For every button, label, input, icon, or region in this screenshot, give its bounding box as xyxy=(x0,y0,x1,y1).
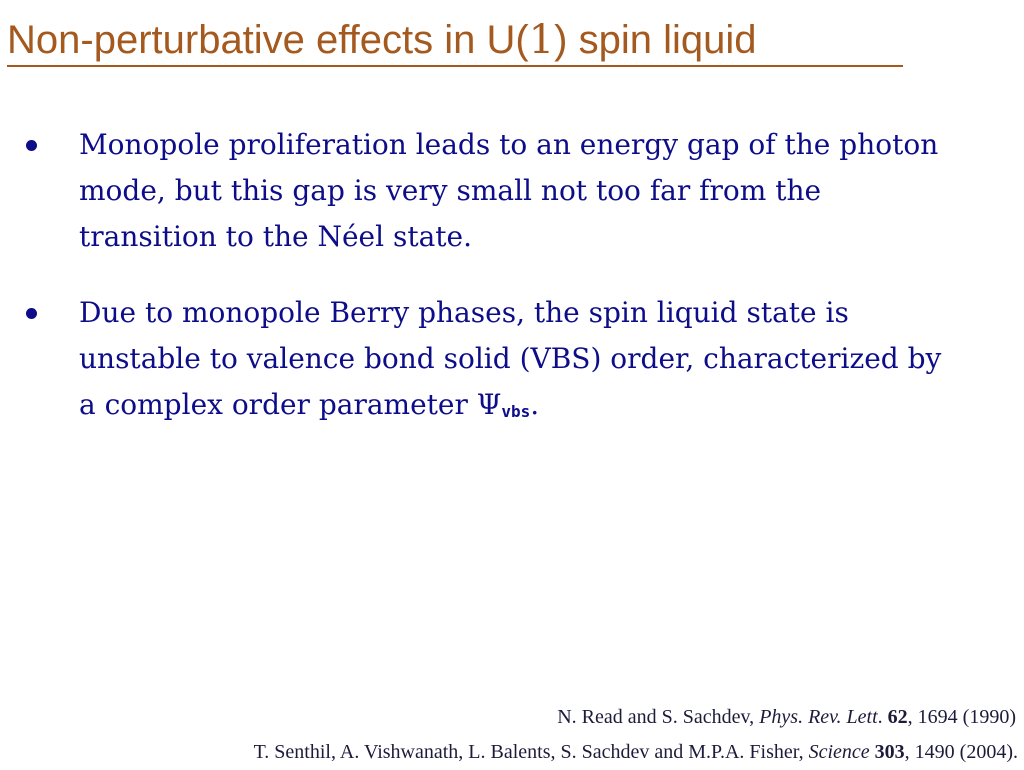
reference-volume: 62 xyxy=(887,706,908,728)
bullet-text xyxy=(79,290,956,435)
bullet-item-berry-phases xyxy=(26,290,956,435)
reference-senthil-et-al xyxy=(254,735,1018,770)
bullet-text-end: . xyxy=(530,388,540,421)
reference-authors: T. Senthil, A. Vishwanath, L. Balents, S. Sachdev and M.P.A. Fisher, xyxy=(253,741,809,763)
bullet-dot-icon xyxy=(26,308,37,319)
bullet-text: Monopole proliferation leads to an energy gap of the photon mode, but this gap is very small not too far from the transition to the Néel state. xyxy=(79,128,939,253)
reference-journal-suffix: . xyxy=(877,706,888,728)
title-underline xyxy=(7,65,903,67)
psi-symbol: Ψ xyxy=(476,388,502,421)
bullet-text-main: Due to monopole Berry phases, the spin liquid state is unstable to valence bond solid (VBS) order, characterized by a complex order parameter xyxy=(79,296,942,421)
title-text-before: Non-perturbative effects in U( xyxy=(7,18,529,62)
references xyxy=(254,700,1016,770)
vbs-subscript: vbs xyxy=(501,402,531,421)
bullet-item-monopole-gap xyxy=(26,122,956,260)
reference-volume: 303 xyxy=(874,741,905,763)
slide-title xyxy=(7,14,757,66)
bullet-list xyxy=(26,122,956,465)
reference-authors: N. Read and S. Sachdev, xyxy=(557,706,760,728)
title-math-one: 1 xyxy=(528,17,555,63)
reference-journal: Phys. Rev. Lett xyxy=(759,706,878,728)
reference-rest: , 1694 (1990) xyxy=(907,706,1016,728)
bullet-dot-icon xyxy=(26,140,37,151)
title-text-after: ) spin liquid xyxy=(554,18,757,62)
reference-rest: , 1490 (2004). xyxy=(904,741,1018,763)
reference-read-sachdev xyxy=(254,700,1016,735)
reference-journal: Science xyxy=(808,741,870,763)
